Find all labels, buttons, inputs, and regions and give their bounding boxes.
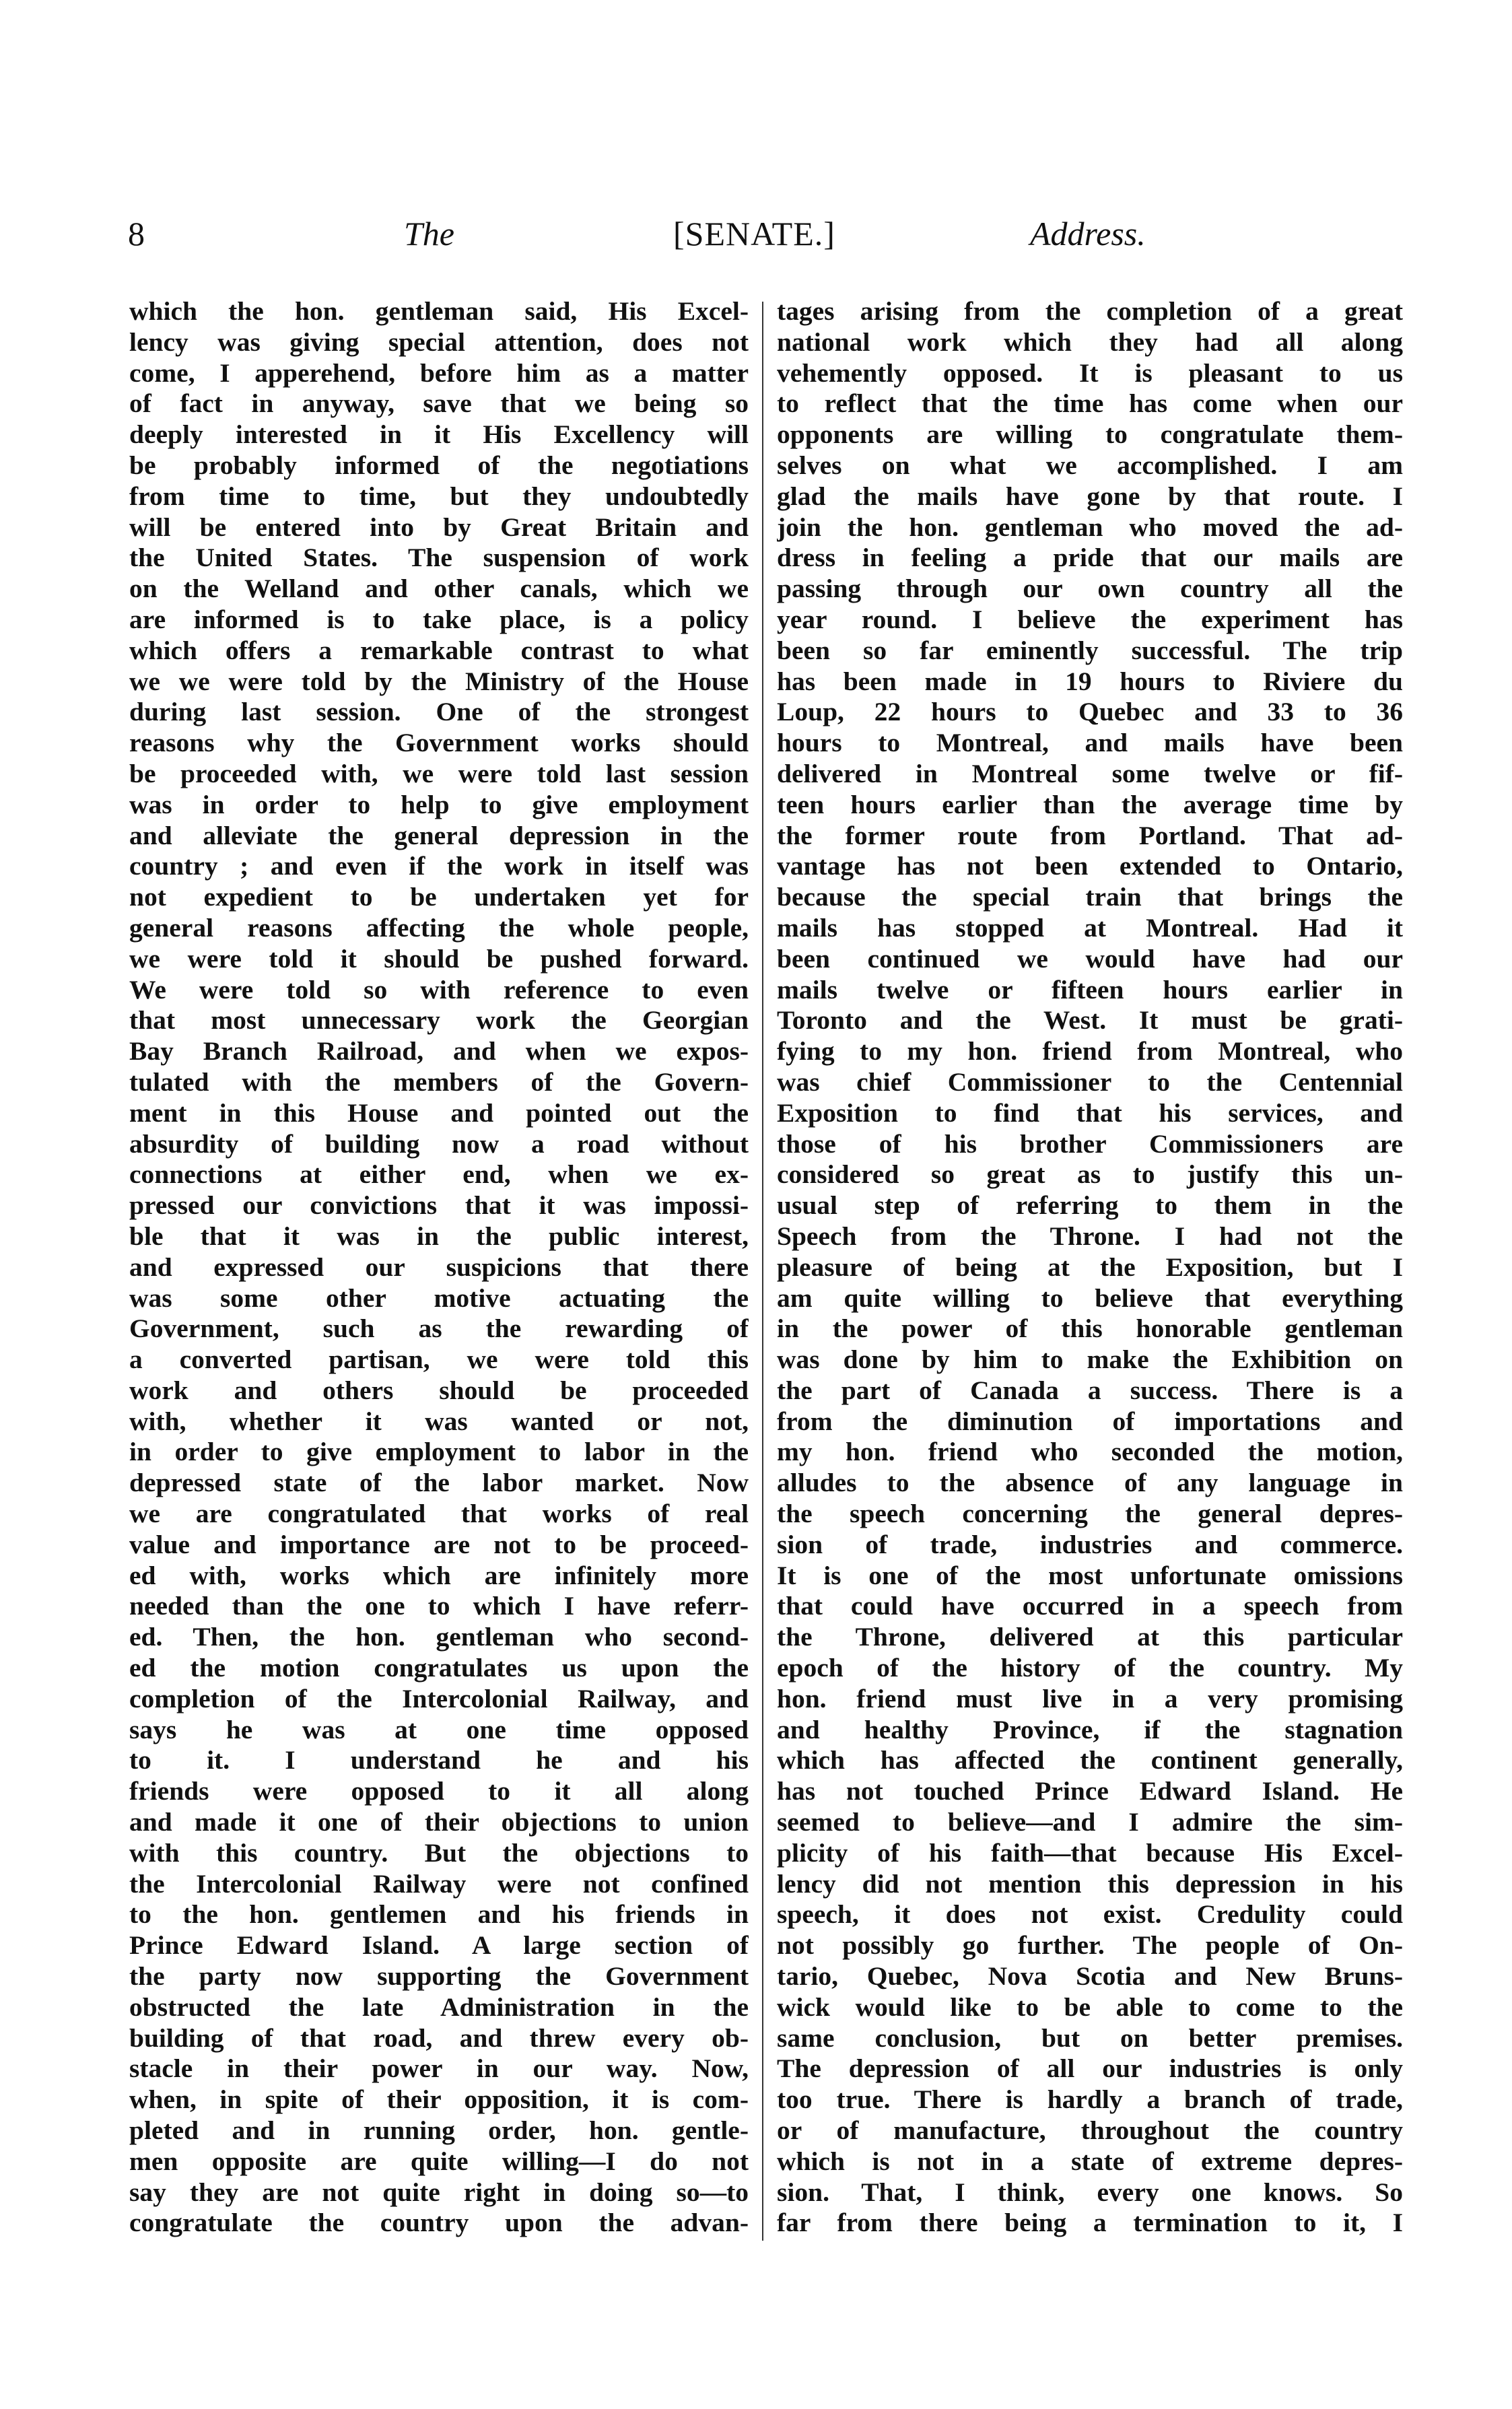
- text-line: of fact in anyway, save that we being so: [129, 388, 749, 419]
- running-title-center: [SENATE.]: [673, 215, 835, 252]
- text-line: from the diminution of importations and: [777, 1406, 1403, 1436]
- text-line: Prince Edward Island. A large section of: [129, 1930, 749, 1961]
- running-title-left: The: [404, 215, 454, 252]
- text-line: sion. That, I think, every one knows. So: [777, 2177, 1403, 2207]
- text-line: and alleviate the general depression in the: [129, 820, 749, 850]
- text-line: ble that it was in the public interest,: [129, 1221, 749, 1251]
- text-line: be proceeded with, we were told last session: [129, 758, 749, 788]
- text-line: alludes to the absence of any language in: [777, 1468, 1403, 1498]
- text-line: deeply interested in it His Excellency will: [129, 419, 749, 450]
- text-line: and healthy Province, if the stagnation: [777, 1714, 1403, 1744]
- text-line: obstructed the late Administration in the: [129, 1992, 749, 2022]
- text-line: that most unnecessary work the Georgian: [129, 1005, 749, 1036]
- text-line: my hon. friend who seconded the motion,: [777, 1437, 1403, 1467]
- text-line: to it. I understand he and his: [129, 1745, 749, 1775]
- text-line: in the power of this honorable gentleman: [777, 1314, 1403, 1344]
- text-line: join the hon. gentleman who moved the ad-: [777, 512, 1403, 542]
- text-line: the speech concerning the general depres-: [777, 1499, 1403, 1529]
- text-line: those of his brother Commissioners are: [777, 1128, 1403, 1159]
- text-line: hours to Montreal, and mails have been: [777, 728, 1403, 758]
- text-line: when, in spite of their opposition, it is com-: [129, 2084, 749, 2115]
- text-line: speech, it does not exist. Credulity could: [777, 1899, 1403, 1930]
- text-line: year round. I believe the experiment has: [777, 604, 1403, 634]
- text-line: pleted and in running order, hon. gentle-: [129, 2115, 749, 2146]
- text-line: lency did not mention this depression in his: [777, 1868, 1403, 1899]
- text-line: because the special train that brings the: [777, 882, 1403, 912]
- text-line: Exposition to find that his services, and: [777, 1097, 1403, 1128]
- text-line: reasons why the Government works should: [129, 728, 749, 758]
- text-line: from time to time, but they undoubtedly: [129, 481, 749, 511]
- text-line: not expedient to be undertaken yet for: [129, 882, 749, 912]
- text-line: far from there being a termination to it, I: [777, 2208, 1403, 2238]
- text-line: will be entered into by Great Britain and: [129, 512, 749, 542]
- text-line: has not touched Prince Edward Island. He: [777, 1776, 1403, 1806]
- text-line: Bay Branch Railroad, and when we expos-: [129, 1036, 749, 1066]
- text-line: the part of Canada a success. There is a: [777, 1375, 1403, 1405]
- text-line: we we were told by the Ministry of the House: [129, 666, 749, 696]
- text-line: vantage has not been extended to Ontario,: [777, 851, 1403, 881]
- text-line: and expressed our suspicions that there: [129, 1252, 749, 1282]
- text-line: general reasons affecting the whole people,: [129, 912, 749, 943]
- text-line: with, whether it was wanted or not,: [129, 1406, 749, 1436]
- text-line: the United States. The suspension of work: [129, 543, 749, 573]
- text-line: am quite willing to believe that everything: [777, 1283, 1403, 1313]
- text-line: been so far eminently successful. The trip: [777, 635, 1403, 665]
- text-line: congratulate the country upon the advan-: [129, 2208, 749, 2238]
- text-line: absurdity of building now a road without: [129, 1128, 749, 1159]
- text-line: was some other motive actuating the: [129, 1283, 749, 1313]
- text-line: friends were opposed to it all along: [129, 1776, 749, 1806]
- text-line: ment in this House and pointed out the: [129, 1097, 749, 1128]
- text-line: dress in feeling a pride that our mails are: [777, 543, 1403, 573]
- text-line: sion of trade, industries and commerce.: [777, 1529, 1403, 1559]
- text-line: It is one of the most unfortunate omissions: [777, 1560, 1403, 1590]
- text-line: tulated with the members of the Govern-: [129, 1066, 749, 1097]
- text-line: was done by him to make the Exhibition on: [777, 1345, 1403, 1375]
- text-line: ed the motion congratulates us upon the: [129, 1653, 749, 1683]
- column-divider: [762, 302, 763, 2241]
- text-line: says he was at one time opposed: [129, 1714, 749, 1744]
- page-header: [128, 214, 1400, 275]
- text-line: tario, Quebec, Nova Scotia and New Bruns-: [777, 1961, 1403, 1992]
- text-line: say they are not quite right in doing so—to: [129, 2177, 749, 2207]
- text-line: been continued we would have had our: [777, 943, 1403, 974]
- text-line: delivered in Montreal some twelve or fif-: [777, 758, 1403, 788]
- text-line: be probably informed of the negotiations: [129, 450, 749, 480]
- text-line: come, I apperehend, before him as a matter: [129, 358, 749, 388]
- text-line: We were told so with reference to even: [129, 974, 749, 1005]
- text-line: are informed is to take place, is a policy: [129, 604, 749, 634]
- text-line: too true. There is hardly a branch of trade,: [777, 2084, 1403, 2115]
- text-line: was chief Commissioner to the Centennial: [777, 1066, 1403, 1097]
- text-line: the Intercolonial Railway were not confined: [129, 1868, 749, 1899]
- text-line: passing through our own country all the: [777, 574, 1403, 604]
- text-line: stacle in their power in our way. Now,: [129, 2054, 749, 2084]
- text-line: was in order to help to give employment: [129, 789, 749, 819]
- text-line: which is not in a state of extreme depres-: [777, 2146, 1403, 2176]
- text-line: that could have occurred in a speech from: [777, 1591, 1403, 1621]
- text-line: lency was giving special attention, does not: [129, 327, 749, 357]
- text-line: we are congratulated that works of real: [129, 1499, 749, 1529]
- text-line: pleasure of being at the Exposition, but I: [777, 1252, 1403, 1282]
- text-line: mails has stopped at Montreal. Had it: [777, 912, 1403, 943]
- text-line: fying to my hon. friend from Montreal, who: [777, 1036, 1403, 1066]
- text-line: The depression of all our industries is only: [777, 2054, 1403, 2084]
- text-line: has been made in 19 hours to Riviere du: [777, 666, 1403, 696]
- text-line: Speech from the Throne. I had not the: [777, 1221, 1403, 1251]
- text-line: the Throne, delivered at this particular: [777, 1622, 1403, 1652]
- text-line: selves on what we accomplished. I am: [777, 450, 1403, 480]
- text-line: a converted partisan, we were told this: [129, 1345, 749, 1375]
- text-line: Loup, 22 hours to Quebec and 33 to 36: [777, 697, 1403, 727]
- text-line: not possibly go further. The people of On-: [777, 1930, 1403, 1961]
- text-line: mails twelve or fifteen hours earlier in: [777, 974, 1403, 1005]
- text-line: seemed to believe—and I admire the sim-: [777, 1807, 1403, 1837]
- text-line: national work which they had all along: [777, 327, 1403, 357]
- text-line: connections at either end, when we ex-: [129, 1159, 749, 1190]
- page-number: 8: [128, 215, 145, 252]
- text-line: we were told it should be pushed forward.: [129, 943, 749, 974]
- text-line: which the hon. gentleman said, His Excel-: [129, 296, 749, 326]
- text-line: ed. Then, the hon. gentleman who second-: [129, 1622, 749, 1652]
- left-text-column: [129, 296, 749, 2239]
- text-line: to reflect that the time has come when our: [777, 388, 1403, 419]
- text-line: usual step of referring to them in the: [777, 1190, 1403, 1221]
- text-line: during last session. One of the strongest: [129, 697, 749, 727]
- text-line: same conclusion, but on better premises.: [777, 2023, 1403, 2053]
- text-line: value and importance are not to be proceed-: [129, 1529, 749, 1559]
- text-line: epoch of the history of the country. My: [777, 1653, 1403, 1683]
- right-text-column: [777, 296, 1403, 2239]
- text-line: vehemently opposed. It is pleasant to us: [777, 358, 1403, 388]
- text-line: Government, such as the rewarding of: [129, 1314, 749, 1344]
- text-line: on the Welland and other canals, which we: [129, 574, 749, 604]
- text-line: which offers a remarkable contrast to what: [129, 635, 749, 665]
- text-line: plicity of his faith—that because His Excel-: [777, 1837, 1403, 1868]
- text-line: tages arising from the completion of a great: [777, 296, 1403, 326]
- text-line: with this country. But the objections to: [129, 1837, 749, 1868]
- running-title-right: Address.: [1030, 215, 1146, 252]
- text-line: Toronto and the West. It must be grati-: [777, 1005, 1403, 1036]
- text-line: the former route from Portland. That ad-: [777, 820, 1403, 850]
- text-line: work and others should be proceeded: [129, 1375, 749, 1405]
- text-line: the party now supporting the Government: [129, 1961, 749, 1992]
- text-line: needed than the one to which I have referr-: [129, 1591, 749, 1621]
- text-line: men opposite are quite willing—I do not: [129, 2146, 749, 2176]
- text-line: opponents are willing to congratulate them-: [777, 419, 1403, 450]
- text-line: building of that road, and threw every ob-: [129, 2023, 749, 2053]
- text-line: country ; and even if the work in itself was: [129, 851, 749, 881]
- text-line: teen hours earlier than the average time by: [777, 789, 1403, 819]
- text-line: or of manufacture, throughout the country: [777, 2115, 1403, 2146]
- text-line: hon. friend must live in a very promising: [777, 1683, 1403, 1714]
- text-line: considered so great as to justify this un-: [777, 1159, 1403, 1190]
- text-line: and made it one of their objections to union: [129, 1807, 749, 1837]
- text-line: wick would like to be able to come to the: [777, 1992, 1403, 2022]
- text-line: completion of the Intercolonial Railway, and: [129, 1683, 749, 1714]
- text-line: which has affected the continent generally,: [777, 1745, 1403, 1775]
- text-line: glad the mails have gone by that route. I: [777, 481, 1403, 511]
- text-line: in order to give employment to labor in the: [129, 1437, 749, 1467]
- text-line: depressed state of the labor market. Now: [129, 1468, 749, 1498]
- text-line: pressed our convictions that it was impossi-: [129, 1190, 749, 1221]
- text-line: ed with, works which are infinitely more: [129, 1560, 749, 1590]
- text-line: to the hon. gentlemen and his friends in: [129, 1899, 749, 1930]
